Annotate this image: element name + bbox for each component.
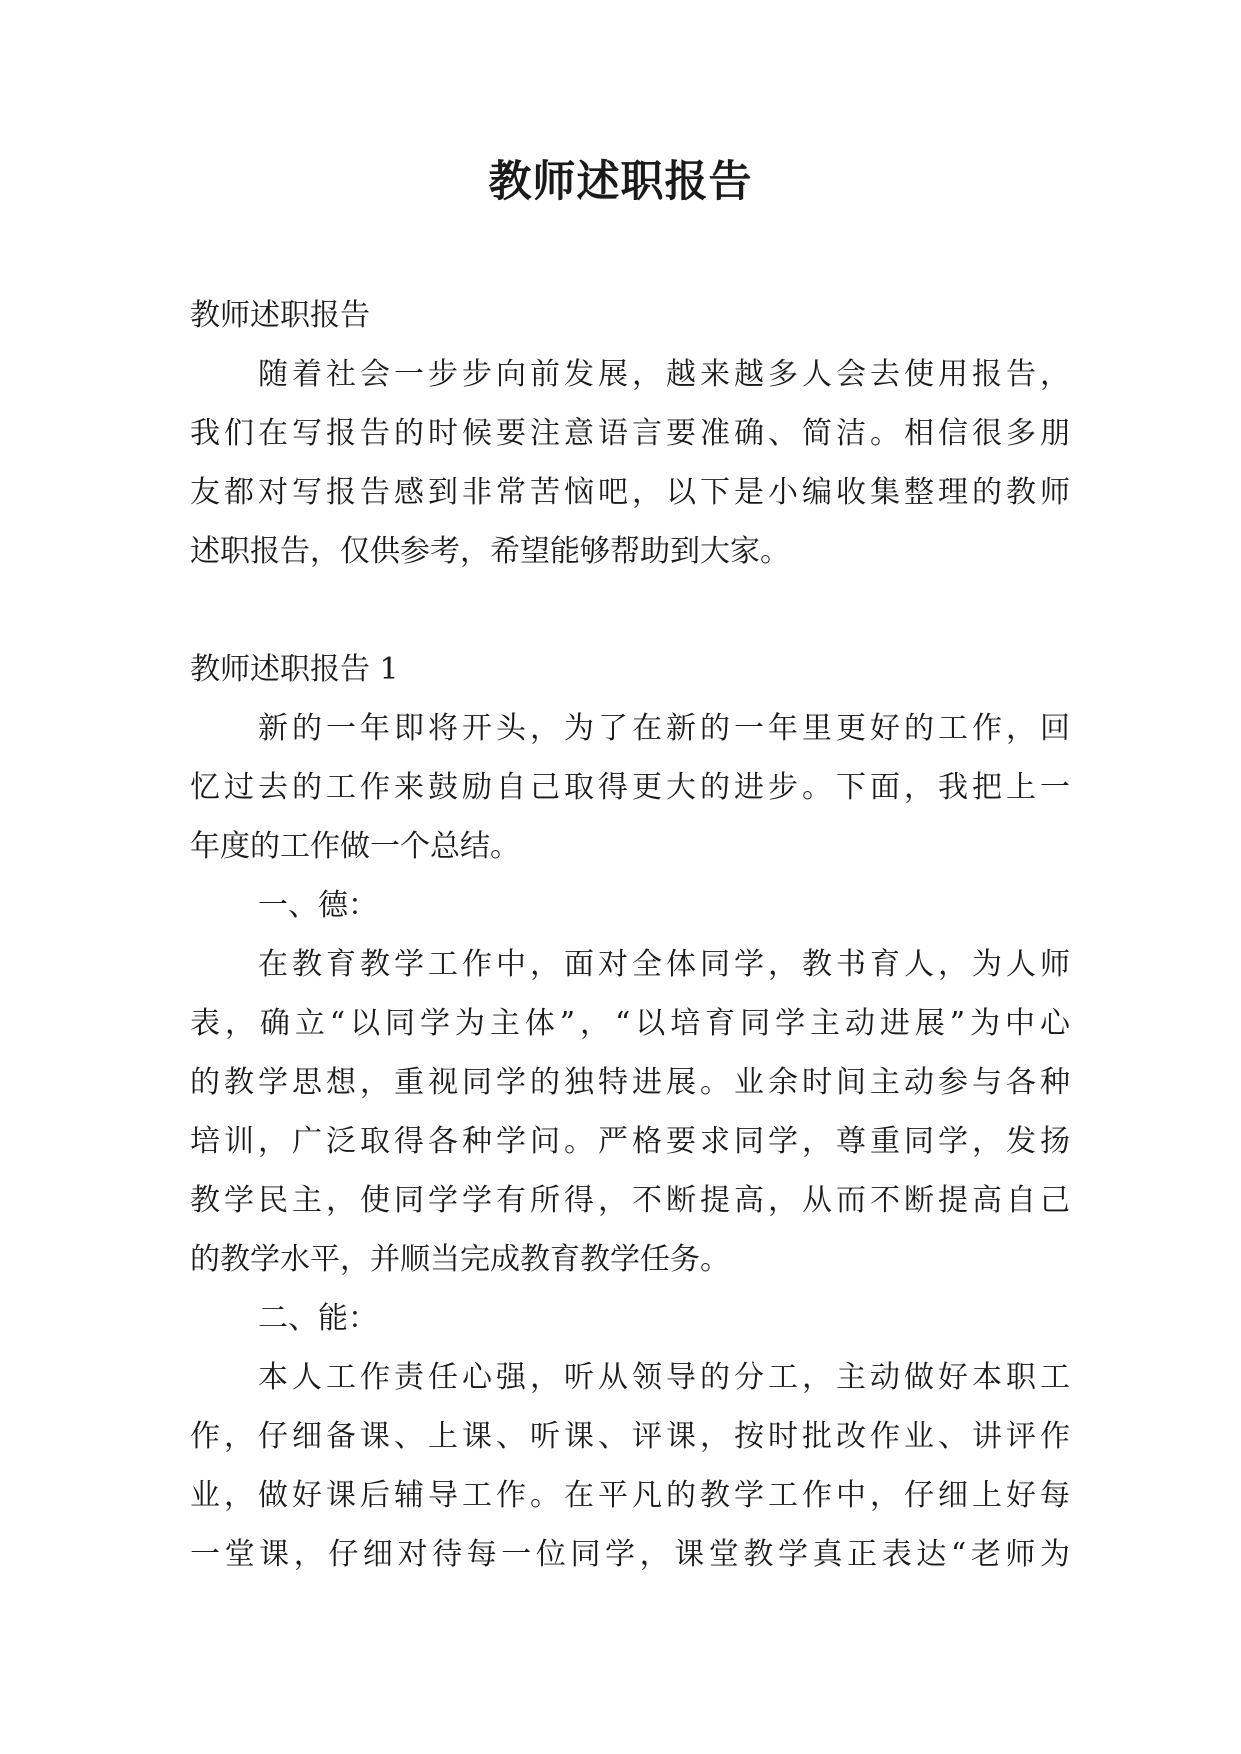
document-title: 教师述职报告 [488, 157, 753, 207]
text-line: 本人工作责任心强，听从领导的分工，主动做好本职工 [258, 1360, 1070, 1395]
text-line: 表，确立“以同学为主体”，“以培育同学主动进展”为中心 [190, 1006, 1070, 1041]
text-line: 作，仔细备课、上课、听课、评课，按时批改作业、讲评作 [190, 1419, 1070, 1454]
text-line: 述职报告，仅供参考，希望能够帮助到大家。 [190, 534, 790, 569]
text-line: 业，做好课后辅导工作。在平凡的教学工作中，仔细上好每 [190, 1478, 1070, 1513]
text-line: 一、德： [258, 888, 378, 923]
text-line: 教师述职报告 1 [190, 652, 399, 687]
text-line: 随着社会一步步向前发展，越来越多人会去使用报告， [258, 357, 1070, 392]
text-line: 年度的工作做一个总结。 [190, 829, 520, 864]
text-line: 我们在写报告的时候要注意语言要准确、简洁。相信很多朋 [190, 416, 1070, 451]
text-line: 在教育教学工作中，面对全体同学，教书育人，为人师 [258, 947, 1070, 982]
text-line: 友都对写报告感到非常苦恼吧，以下是小编收集整理的教师 [190, 475, 1070, 510]
text-line: 的教学思想，重视同学的独特进展。业余时间主动参与各种 [190, 1065, 1070, 1100]
text-line: 教师述职报告 [190, 298, 370, 333]
text-line: 培训，广泛取得各种学问。严格要求同学，尊重同学，发扬 [190, 1124, 1070, 1159]
text-line: 教学民主，使同学学有所得，不断提高，从而不断提高自己 [190, 1183, 1070, 1218]
text-line: 新的一年即将开头，为了在新的一年里更好的工作，回 [258, 711, 1070, 746]
text-line: 二、能： [258, 1301, 378, 1336]
paragraph-spacer [190, 581, 1070, 640]
text-line: 的教学水平，并顺当完成教育教学任务。 [190, 1242, 730, 1277]
document-body [190, 286, 1070, 1584]
text-line: 一堂课，仔细对待每一位同学，课堂教学真正表达“老师为 [190, 1537, 1070, 1572]
text-line: 忆过去的工作来鼓励自己取得更大的进步。下面，我把上一 [190, 770, 1070, 805]
